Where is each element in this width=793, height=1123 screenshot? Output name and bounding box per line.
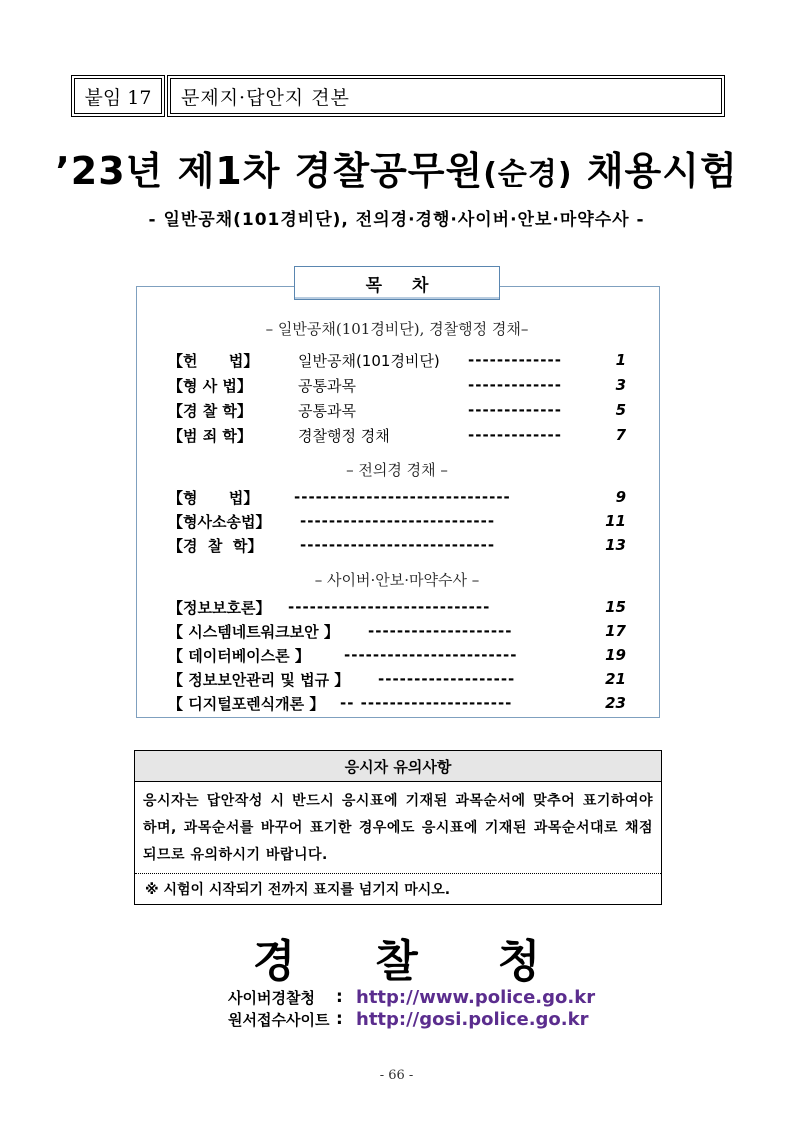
toc-page: 3 (615, 376, 626, 394)
toc-page: 1 (615, 351, 626, 369)
toc-leader: ------------- (468, 401, 562, 419)
toc-subject: 【형 법】 (168, 488, 259, 507)
toc-leader: ------------------------------ (294, 488, 511, 506)
toc-row (168, 620, 630, 642)
toc-section-title: – 전의경 경채 – (346, 461, 448, 479)
toc-note: 공통과목 (298, 401, 356, 420)
toc-leader: ------------------- (378, 670, 516, 688)
toc-subject: 【 디지털포렌식개론 】 (168, 694, 325, 713)
toc-page: 17 (605, 622, 626, 640)
notice-box (134, 750, 662, 905)
toc-subject: 【범 죄 학】 (168, 426, 252, 445)
link-label: 원서접수사이트 (228, 1010, 330, 1029)
toc-page: 21 (605, 670, 626, 688)
toc-row (168, 668, 630, 690)
toc-heading: 목차 (294, 266, 500, 300)
toc-subject: 【 데이터베이스론 】 (168, 646, 310, 665)
toc-note: 공통과목 (298, 376, 356, 395)
toc-note: 일반공채(101경비단) (298, 351, 440, 370)
exam-title-paren: (순경) (483, 157, 573, 192)
toc-subject: 【경 찰 학】 (168, 536, 263, 555)
agency-name: 경찰청 (252, 936, 621, 987)
toc-row (168, 374, 630, 396)
toc-leader: ------------- (468, 426, 562, 444)
toc-row (168, 534, 630, 556)
application-site-link[interactable]: http://gosi.police.go.kr (356, 1008, 589, 1030)
toc-leader: -------------------- (368, 622, 513, 640)
notice-heading: 응시자 유의사항 (135, 751, 661, 782)
toc-page: 23 (605, 694, 626, 712)
toc-note: 경찰행정 경채 (298, 426, 390, 445)
toc-leader: --------------------------- (300, 536, 496, 554)
attachment-label: 붙임 17 (74, 78, 162, 114)
toc-subject: 【형 사 법】 (168, 376, 252, 395)
toc-page: 15 (605, 598, 626, 616)
link-label: 사이버경찰청 (228, 988, 315, 1007)
toc-subject: 【형사소송법】 (168, 512, 271, 531)
toc-subject: 【 정보보안관리 및 법규 】 (168, 670, 350, 689)
toc-page: 9 (615, 488, 626, 506)
exam-title-prefix: ’23년 제1차 경찰공무원 (55, 149, 484, 193)
attachment-title: 문제지·답안지 견본 (170, 78, 722, 114)
toc-leader: ------------------------ (344, 646, 518, 664)
toc-subject: 【헌 법】 (168, 351, 259, 370)
link-colon: : (336, 1009, 343, 1029)
toc-leader: ------------- (468, 351, 562, 369)
link-row (228, 1007, 588, 1031)
toc-page: 7 (615, 426, 626, 444)
toc-row (168, 596, 630, 618)
toc-page: 11 (605, 512, 626, 530)
attachment-header (74, 78, 722, 114)
toc-page: 19 (605, 646, 626, 664)
toc-subject: 【정보보호론】 (168, 598, 271, 617)
exam-title-suffix: 채용시험 (572, 149, 738, 193)
link-row (228, 985, 595, 1009)
toc-leader: ---------------------------- (288, 598, 491, 616)
toc-row (168, 349, 630, 371)
exam-title (0, 140, 793, 195)
toc-row (168, 399, 630, 421)
toc-row (168, 644, 630, 666)
toc-row (168, 486, 630, 508)
toc-page: 13 (605, 536, 626, 554)
exam-subtitle: - 일반공채(101경비단), 전의경·경행·사이버·안보·마약수사 - (148, 210, 645, 230)
page-number: - 66 - (379, 1068, 414, 1083)
toc-subject: 【경 찰 학】 (168, 401, 252, 420)
toc-row (168, 424, 630, 446)
toc-leader: -- --------------------- (340, 694, 513, 712)
toc-leader: --------------------------- (300, 512, 496, 530)
toc-section-title: – 사이버·안보·마약수사 – (314, 571, 480, 589)
link-colon: : (336, 987, 343, 1007)
toc-subject: 【 시스템네트워크보안 】 (168, 622, 339, 641)
toc-page: 5 (615, 401, 626, 419)
toc-section-title: – 일반공채(101경비단), 경찰행정 경채– (265, 320, 529, 338)
website-link[interactable]: http://www.police.go.kr (356, 986, 596, 1008)
toc-leader: ------------- (468, 376, 562, 394)
notice-body: 응시자는 답안작성 시 반드시 응시표에 기재된 과목순서에 맞추어 표기하여야 하며, 과목순서를 바꾸어 표기한 경우에도 응시표에 기재된 과목순서대로 채점되므로 유의하시기 바랍니다. (135, 782, 661, 874)
toc-row (168, 692, 630, 714)
notice-warning: ※ 시험이 시작되기 전까지 표지를 넘기지 마시오. (145, 882, 451, 898)
toc-row (168, 510, 630, 532)
